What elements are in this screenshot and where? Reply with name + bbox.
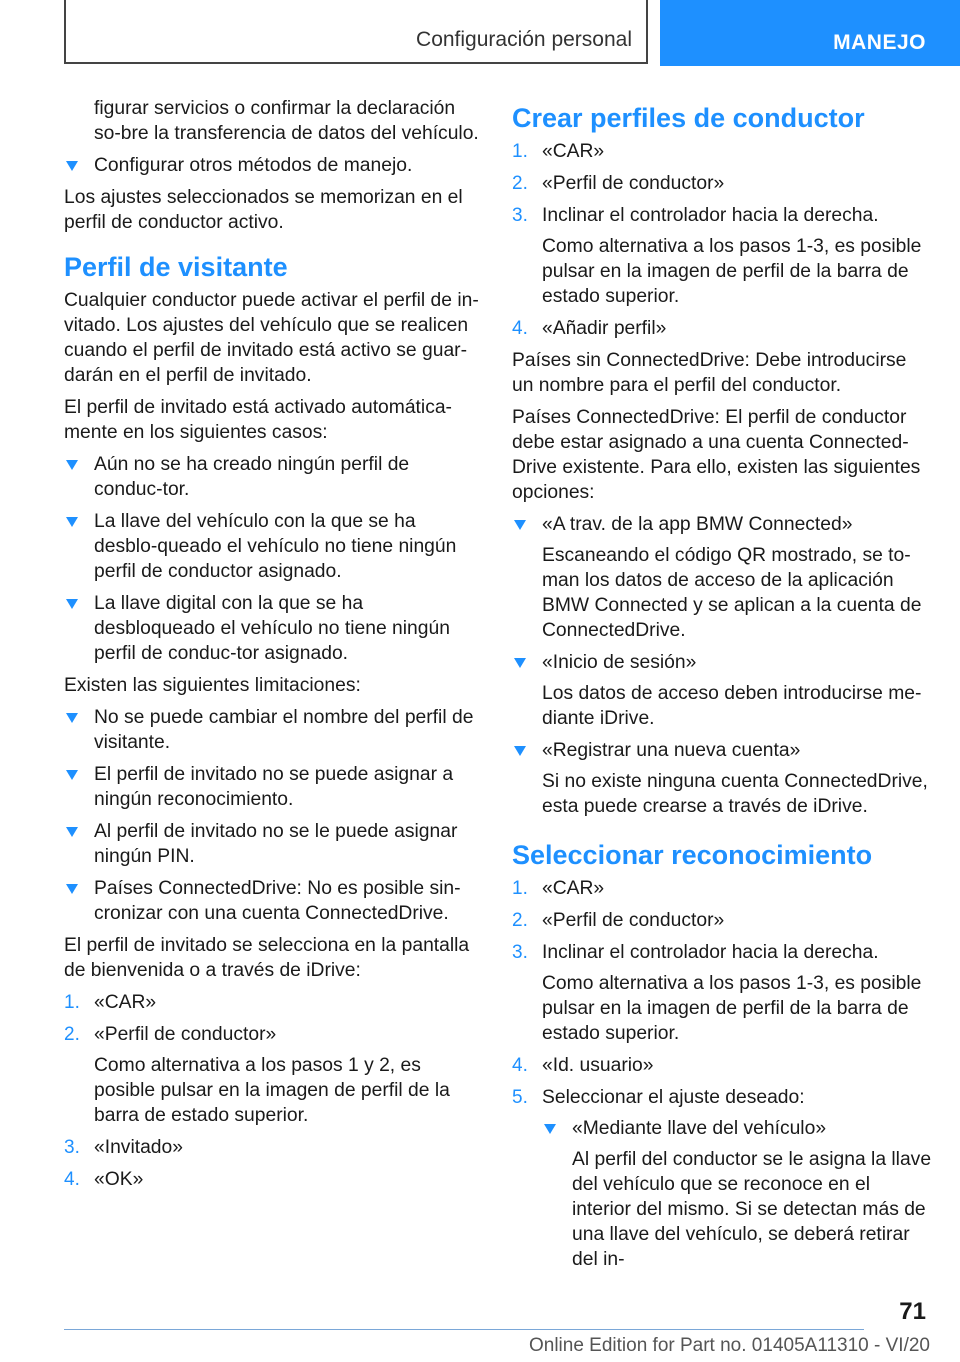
- header-section-label: MANEJO: [833, 31, 926, 54]
- section-heading: Crear perfiles de conductor: [512, 103, 865, 133]
- triangle-bullet-icon: [514, 746, 526, 756]
- step-note: Como alternativa a los pasos 1-3, es posible pulsar en la imagen de perfil de la barra de estado superior.: [542, 236, 922, 307]
- step-number: 2.: [512, 910, 528, 931]
- step-number: 5.: [512, 1087, 528, 1108]
- sub-bullet-item: [542, 1116, 932, 1272]
- triangle-bullet-icon: [514, 520, 526, 530]
- header-title: Configuración personal: [416, 28, 632, 51]
- bullet-item: [64, 509, 482, 584]
- bullet-item: [512, 512, 932, 643]
- step-text: «CAR»: [94, 992, 157, 1013]
- step-text: «Perfil de conductor»: [542, 910, 725, 931]
- triangle-bullet-icon: [66, 599, 78, 609]
- step-number: 3.: [64, 1137, 80, 1158]
- right-column: [512, 96, 932, 1279]
- numbered-step: [64, 1135, 482, 1160]
- triangle-bullet-icon: [66, 161, 78, 171]
- paragraph: Países ConnectedDrive: El perfil de conductor debe estar asignado a una cuenta Connected-Drive existente. Para ello, existen las siguientes opciones:: [512, 407, 921, 503]
- triangle-bullet-icon: [544, 1124, 556, 1134]
- triangle-bullet-icon: [66, 713, 78, 723]
- numbered-step: [64, 1022, 482, 1128]
- numbered-step: [512, 139, 932, 164]
- step-number: 1.: [64, 992, 80, 1013]
- step-text: «Invitado»: [94, 1137, 183, 1158]
- paragraph: Los ajustes seleccionados se memorizan en el perfil de conductor activo.: [64, 187, 463, 233]
- bullet-text: Configurar otros métodos de manejo.: [94, 155, 413, 176]
- numbered-step: [512, 1085, 932, 1272]
- step-text: «Añadir perfil»: [542, 318, 667, 339]
- bullet-item: [64, 153, 482, 178]
- sub-option-note: Al perfil del conductor se le asigna la llave del vehículo que se reconoce en el interior del mismo. Si se detectan más de una llave del vehículo, se deberá retirar del in-: [572, 1149, 932, 1270]
- bullet-text: El perfil de invitado no se puede asignar a ningún reconocimiento.: [94, 764, 454, 810]
- bullet-item: [64, 819, 482, 869]
- step-text: Seleccionar el ajuste deseado:: [542, 1087, 805, 1108]
- bullet-text: Aún no se ha creado ningún perfil de conduc-tor.: [94, 454, 410, 500]
- triangle-bullet-icon: [66, 827, 78, 837]
- bullet-text: La llave digital con la que se ha desbloqueado el vehículo no tiene ningún perfil de conduc-tor asignado.: [94, 593, 450, 664]
- step-text: «CAR»: [542, 878, 605, 899]
- section-heading: Perfil de visitante: [64, 252, 288, 282]
- numbered-step: [512, 1053, 932, 1078]
- left-column: [64, 96, 482, 1199]
- step-number: 3.: [512, 942, 528, 963]
- step-text: Inclinar el controlador hacia la derecha.: [542, 205, 879, 226]
- numbered-step: [512, 940, 932, 1046]
- bullet-item: [64, 876, 482, 926]
- bullet-item: [64, 762, 482, 812]
- numbered-step: [512, 876, 932, 901]
- bullet-text: La llave del vehículo con la que se ha desblo-queado el vehículo no tiene ningún perfil de conductor asignado.: [94, 511, 457, 582]
- step-text: «CAR»: [542, 141, 605, 162]
- bullet-item: [64, 452, 482, 502]
- bullet-item: [64, 705, 482, 755]
- step-number: 2.: [64, 1024, 80, 1045]
- step-note: Como alternativa a los pasos 1 y 2, es posible pulsar en la imagen de perfil de la barra de estado superior.: [94, 1055, 450, 1126]
- bullet-text: Al perfil de invitado no se le puede asignar ningún PIN.: [94, 821, 458, 867]
- triangle-bullet-icon: [66, 517, 78, 527]
- step-note: Como alternativa a los pasos 1-3, es posible pulsar en la imagen de perfil de la barra de estado superior.: [542, 973, 922, 1044]
- step-text: «Id. usuario»: [542, 1055, 654, 1076]
- numbered-step: [512, 316, 932, 341]
- step-text: «Perfil de conductor»: [94, 1024, 277, 1045]
- step-text: «OK»: [94, 1169, 144, 1190]
- step-number: 1.: [512, 878, 528, 899]
- paragraph: Países sin ConnectedDrive: Debe introducirse un nombre para el perfil del conductor.: [512, 350, 907, 396]
- step-number: 4.: [512, 318, 528, 339]
- numbered-step: [512, 171, 932, 196]
- step-number: 3.: [512, 205, 528, 226]
- triangle-bullet-icon: [514, 658, 526, 668]
- footer-divider: [64, 1329, 864, 1330]
- step-text: Inclinar el controlador hacia la derecha.: [542, 942, 879, 963]
- step-text: «Perfil de conductor»: [542, 173, 725, 194]
- numbered-step: [512, 203, 932, 309]
- intro-continuation: figurar servicios o confirmar la declaración so-bre la transferencia de datos del vehículo.: [94, 98, 479, 144]
- sub-option-text: «Mediante llave del vehículo»: [572, 1118, 827, 1139]
- option-note: Escaneando el código QR mostrado, se to-man los datos de acceso de la aplicación BMW Connected y se aplican a la cuenta de ConnectedDrive.: [542, 545, 922, 641]
- numbered-step: [512, 908, 932, 933]
- option-text: «Inicio de sesión»: [542, 652, 697, 673]
- step-number: 1.: [512, 141, 528, 162]
- bullet-text: No se puede cambiar el nombre del perfil de visitante.: [94, 707, 474, 753]
- bullet-item: [512, 738, 932, 819]
- paragraph: El perfil de invitado se selecciona en la pantalla de bienvenida o a través de iDrive:: [64, 935, 470, 981]
- option-text: «Registrar una nueva cuenta»: [542, 740, 801, 761]
- option-text: «A trav. de la app BMW Connected»: [542, 514, 853, 535]
- option-note: Los datos de acceso deben introducirse me-diante iDrive.: [542, 683, 922, 729]
- numbered-step: [64, 990, 482, 1015]
- option-note: Si no existe ninguna cuenta ConnectedDrive, esta puede crearse a través de iDrive.: [542, 771, 928, 817]
- numbered-step: [64, 1167, 482, 1192]
- paragraph: El perfil de invitado está activado automática-mente en los siguientes casos:: [64, 397, 452, 443]
- paragraph: Cualquier conductor puede activar el perfil de in-vitado. Los ajustes del vehículo que se realicen cuando el perfil de invitado está activo se guar-darán en el perfil de invitado.: [64, 290, 479, 386]
- step-number: 4.: [64, 1169, 80, 1190]
- bullet-item: [64, 591, 482, 666]
- step-number: 2.: [512, 173, 528, 194]
- header-tab-outline: [64, 0, 648, 64]
- page-number: 71: [899, 1298, 926, 1325]
- footer-edition: Online Edition for Part no. 01405A11310 - VI/20: [528, 1335, 930, 1356]
- triangle-bullet-icon: [66, 884, 78, 894]
- step-number: 4.: [512, 1055, 528, 1076]
- bullet-text: Países ConnectedDrive: No es posible sin-cronizar con una cuenta ConnectedDrive.: [94, 878, 461, 924]
- triangle-bullet-icon: [66, 770, 78, 780]
- bullet-item: [512, 650, 932, 731]
- paragraph: Existen las siguientes limitaciones:: [64, 675, 361, 696]
- triangle-bullet-icon: [66, 460, 78, 470]
- header-section-tab: [660, 0, 960, 66]
- section-heading: Seleccionar reconocimiento: [512, 840, 873, 870]
